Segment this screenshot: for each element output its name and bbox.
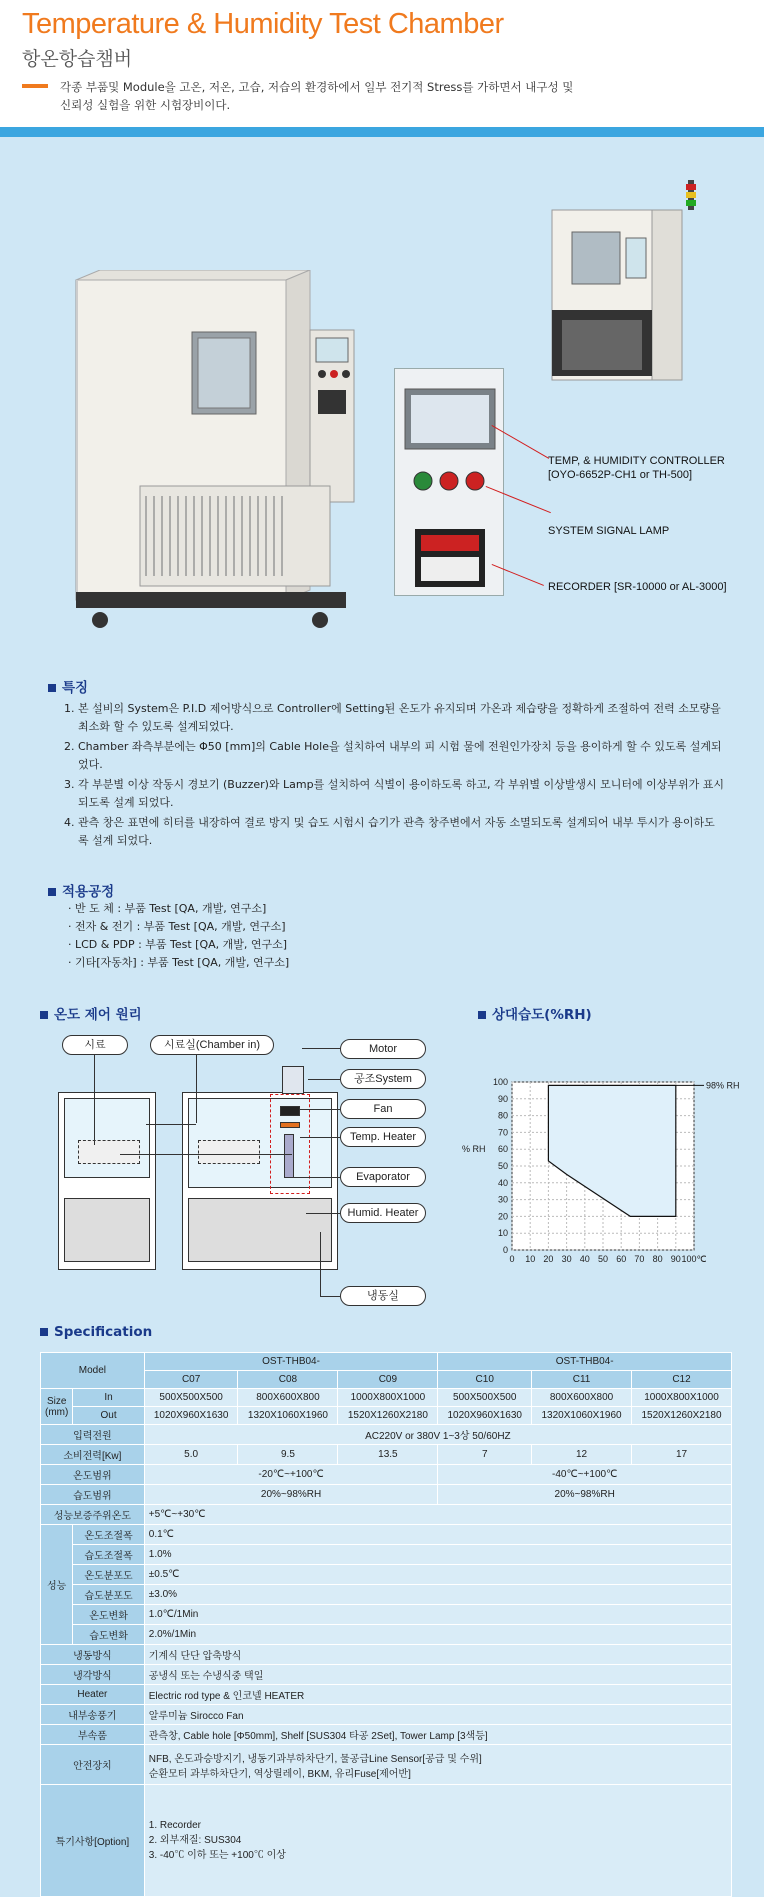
fan-block (280, 1106, 300, 1116)
table-row (41, 1545, 732, 1565)
chart-x-tick-label: 100℃ (681, 1254, 707, 1264)
chart-y-tick-label: 30 (497, 1194, 508, 1205)
bullet-square-icon (48, 888, 56, 896)
chart-x-tick-label: 30 (561, 1254, 572, 1264)
list-item: 2. Chamber 좌측부분에는 Φ50 [mm]의 Cable Hole을 설치하여 내부의 피 시험 물에 전원인가장치 등을 용이하게 할 수 있도록 설계되었다. (64, 740, 722, 771)
spec-row-label: 특기사항[Option] (41, 1785, 145, 1897)
bullet-square-icon (40, 1328, 48, 1336)
spec-cell: 500X500X500 (438, 1389, 532, 1407)
spec-cell: 1020X960X1630 (438, 1407, 532, 1425)
connector-line (300, 1137, 340, 1138)
spec-cell: 1. Recorder 2. 외부재질: SUS304 3. -40℃ 이하 또는 +100℃ 이상 (144, 1785, 731, 1897)
spec-cell: 12 (532, 1445, 632, 1465)
list-item: · LCD & PDP : 부품 Test [QA, 개발, 연구소] (68, 938, 288, 951)
chart-y-tick-label: 70 (497, 1127, 508, 1138)
evaporator-block (284, 1134, 294, 1178)
callout-signal-lamp: SYSTEM SIGNAL LAMP (548, 525, 670, 537)
spec-cell: 800X600X800 (532, 1389, 632, 1407)
spec-row-label: 부속품 (41, 1725, 145, 1745)
spec-row-label: 내부송풍기 (41, 1705, 145, 1725)
table-row (41, 1605, 732, 1625)
spec-cell: 1.0℃/1Min (144, 1605, 731, 1625)
spec-row-label: 온도변화 (73, 1605, 144, 1625)
spec-row-label: 습도분포도 (73, 1585, 144, 1605)
spec-cell: 1020X960X1630 (144, 1407, 238, 1425)
motor-box (282, 1066, 304, 1094)
spec-row-label: 입력전원 (41, 1425, 145, 1445)
table-row (41, 1565, 732, 1585)
spec-cell: ±0.5℃ (144, 1565, 731, 1585)
chart-y-tick-label: 20 (497, 1211, 508, 1222)
table-row (41, 1353, 732, 1371)
spec-row-label: 온도분포도 (73, 1565, 144, 1585)
controller-panel-illustration (394, 368, 504, 596)
features-title: 특징 (48, 676, 88, 696)
spec-cell: AC220V or 380V 1~3상 50/60HZ (144, 1425, 731, 1445)
chart-x-tick-label: 10 (525, 1254, 536, 1264)
spec-cell: 20%~98%RH (144, 1485, 438, 1505)
connector-line (308, 1079, 340, 1080)
chart-y-tick-label: 80 (497, 1110, 508, 1121)
spec-cell: 7 (438, 1445, 532, 1465)
callout-recorder: RECORDER [SR-10000 or AL-3000] (548, 581, 727, 593)
page-title: Temperature & Humidity Test Chamber (22, 8, 504, 40)
connector-line (300, 1109, 340, 1110)
spec-cell: 20%~98%RH (438, 1485, 732, 1505)
spec-cell: 800X600X800 (238, 1389, 338, 1407)
list-item: 3. 각 부분별 이상 작동시 경보기 (Buzzer)와 Lamp를 설치하여 식별이 용이하도록 하고, 각 부위별 이상발생시 모니터에 이상부위가 표시되도록 설계 되었다. (64, 778, 724, 809)
chart-x-tick-label: 0 (509, 1254, 515, 1264)
table-row (41, 1645, 732, 1665)
table-row (41, 1445, 732, 1465)
table-row (41, 1407, 732, 1425)
spec-model: C10 (438, 1371, 532, 1389)
callout-controller: TEMP, & HUMIDITY CONTROLLER [OYO-6652P-CH1 or TH-500] (548, 455, 725, 481)
chart-x-tick-label: 80 (652, 1254, 663, 1264)
spec-row-label: 냉각방식 (41, 1665, 145, 1685)
list-item: 1. 본 설비의 System은 P.I.D 제어방식으로 Controller에 Setting된 온도가 유지되며 가온과 제습량을 정확하게 조절하여 전력 소모량을 최소화 할 수 있도록 설계되었다. (64, 702, 721, 733)
spec-model: C08 (238, 1371, 338, 1389)
chart-y-tick-label: 10 (497, 1228, 508, 1239)
table-row (41, 1745, 732, 1785)
connector-line (120, 1154, 292, 1155)
chart-y-tick-label: 50 (497, 1161, 508, 1171)
process-title: 적용공정 (48, 880, 114, 900)
chart-annotation: 98% RH (706, 1080, 740, 1091)
spec-cell: 관측창, Cable hole [Φ50mm], Shelf [SUS304 타공 2Set], Tower Lamp [3색등] (144, 1725, 731, 1745)
chart-y-tick-label: 90 (497, 1093, 508, 1104)
connector-line (294, 1177, 340, 1178)
label-temp-heater: Temp. Heater (340, 1127, 426, 1147)
chart-x-tick-label: 20 (543, 1254, 554, 1264)
spec-model: C12 (632, 1371, 732, 1389)
chart-x-tick-label: 50 (597, 1254, 609, 1264)
table-row (41, 1625, 732, 1645)
main-lower-box (188, 1198, 332, 1262)
spec-table (40, 1352, 732, 1897)
spec-row-label: 습도조절폭 (73, 1545, 144, 1565)
sample-lower-box (64, 1198, 150, 1262)
table-row (41, 1465, 732, 1485)
spec-row-label: 온도범위 (41, 1465, 145, 1485)
label-evaporator: Evaporator (340, 1167, 426, 1187)
table-row (41, 1525, 732, 1545)
spec-row-label: 소비전력[Kw] (41, 1445, 145, 1465)
table-row (41, 1371, 732, 1389)
chart-x-tick-label: 40 (579, 1254, 590, 1264)
connector-line (196, 1055, 197, 1123)
spec-cell: 5.0 (144, 1445, 238, 1465)
list-item: · 기타[자동차] : 부품 Test [QA, 개발, 연구소] (68, 956, 290, 969)
page-description: 각종 부품및 Module을 고온, 저온, 고습, 저습의 환경하에서 일부 전기적 Stress를 가하면서 내구성 및 신뢰성 실험을 위한 시험장비이다. (60, 80, 574, 112)
label-air-system: 공조System (340, 1069, 426, 1089)
spec-cell: 1520X1260X2180 (632, 1407, 732, 1425)
spec-cell: 0.1℃ (144, 1525, 731, 1545)
connector-line (320, 1296, 340, 1297)
spec-cell: 2.0%/1Min (144, 1625, 731, 1645)
table-row (41, 1425, 732, 1445)
heater-block (280, 1122, 300, 1128)
spec-cell: 1000X800X1000 (632, 1389, 732, 1407)
spec-cell: +5℃~+30℃ (144, 1505, 731, 1525)
spec-cell: 알루미늄 Sirocco Fan (144, 1705, 731, 1725)
spec-cell: -40℃~+100℃ (438, 1465, 732, 1485)
spec-cell: -20℃~+100℃ (144, 1465, 438, 1485)
table-row (41, 1485, 732, 1505)
table-row (41, 1389, 732, 1407)
connector-line (306, 1213, 340, 1214)
page-header (0, 0, 764, 130)
table-row (41, 1665, 732, 1685)
main-sample-block (198, 1140, 260, 1164)
spec-row-label: 안전장치 (41, 1745, 145, 1785)
spec-model: C09 (338, 1371, 438, 1389)
label-humid-heater: Humid. Heater (340, 1203, 426, 1223)
spec-row-label: 성능보증주위온도 (41, 1505, 145, 1525)
spec-cell: 500X500X500 (144, 1389, 238, 1407)
spec-cell: 공냉식 또는 수냉식중 택일 (144, 1665, 731, 1685)
page-subtitle: 항온항습챔버 (22, 48, 133, 70)
spec-cell: 17 (632, 1445, 732, 1465)
chart-y-tick-label: 40 (497, 1177, 508, 1188)
label-sample: 시료 (62, 1035, 128, 1055)
chamber-small-illustration (542, 180, 702, 390)
connector-line (302, 1048, 340, 1049)
features-list (64, 700, 724, 852)
list-item: 4. 관측 창은 표면에 히터를 내장하여 결로 방지 및 습도 시험시 습기가 관측 창주변에서 자동 소멸되도록 설계되어 내부 투시가 용이하도록 설계 되었다. (64, 816, 715, 847)
spec-cell: 1.0% (144, 1545, 731, 1565)
spec-title: Specification (40, 1324, 152, 1340)
desc-accent-bar (22, 84, 48, 88)
spec-cell: 9.5 (238, 1445, 338, 1465)
header-divider (0, 127, 764, 137)
chart-y-tick-label: 60 (497, 1144, 508, 1155)
chart-x-tick-label: 90 (670, 1254, 681, 1264)
chart-y-axis-label: % RH (462, 1144, 486, 1155)
chamber-main-illustration (70, 270, 360, 650)
spec-size-label: Size (mm) (41, 1389, 73, 1425)
table-row (41, 1585, 732, 1605)
spec-row-label: 습도변화 (73, 1625, 144, 1645)
spec-in-label: In (73, 1389, 144, 1407)
spec-model: C11 (532, 1371, 632, 1389)
spec-cell: ±3.0% (144, 1585, 731, 1605)
chart-y-tick-label: 0 (502, 1245, 508, 1255)
spec-cell: NFB, 온도과승방지기, 냉동기과부하차단기, 물공급Line Sensor[공급 및 수위] 순환모터 과부하차단기, 역상릴레이, BKM, 유리Fuse[제어반] (144, 1745, 731, 1785)
spec-row-label: Heater (41, 1685, 145, 1705)
spec-group1: OST-THB04- (144, 1353, 438, 1371)
chart-y-tick-label: 100 (492, 1077, 508, 1087)
spec-cell: 기계식 단단 압축방식 (144, 1645, 731, 1665)
spec-model-label: Model (41, 1353, 145, 1389)
label-sample-room: 시료실(Chamber in) (150, 1035, 274, 1055)
label-motor: Motor (340, 1039, 426, 1059)
spec-row-label: 온도조절폭 (73, 1525, 144, 1545)
connector-line (94, 1055, 95, 1145)
spec-cell: 1320X1060X1960 (238, 1407, 338, 1425)
spec-cell: 13.5 (338, 1445, 438, 1465)
humidity-title: 상대습도(%RH) (478, 1003, 592, 1023)
humidity-chart (460, 1070, 756, 1270)
label-refrigeration: 냉동실 (340, 1286, 426, 1306)
spec-out-label: Out (73, 1407, 144, 1425)
sample-inner-box (64, 1098, 150, 1178)
chart-x-tick-label: 70 (634, 1254, 645, 1264)
spec-model: C07 (144, 1371, 238, 1389)
spec-cell: 1520X1260X2180 (338, 1407, 438, 1425)
table-row (41, 1705, 732, 1725)
spec-row-label: 냉동방식 (41, 1645, 145, 1665)
spec-group2: OST-THB04- (438, 1353, 732, 1371)
control-title: 온도 제어 원리 (40, 1003, 142, 1023)
connector-line (320, 1232, 321, 1296)
table-row (41, 1505, 732, 1525)
connector-line (146, 1124, 196, 1125)
bullet-square-icon (478, 1011, 486, 1019)
spec-row-label: 습도범위 (41, 1485, 145, 1505)
spec-perf-label: 성능 (41, 1525, 73, 1645)
table-row (41, 1785, 732, 1897)
spec-cell: Electric rod type & 인코넬 HEATER (144, 1685, 731, 1705)
table-row (41, 1725, 732, 1745)
list-item: · 전자 & 전기 : 부품 Test [QA, 개발, 연구소] (68, 920, 286, 933)
bullet-square-icon (48, 684, 56, 692)
label-fan: Fan (340, 1099, 426, 1119)
sample-block (78, 1140, 140, 1164)
process-list (68, 900, 289, 972)
chart-x-tick-label: 60 (616, 1254, 627, 1264)
controller-panel-svg (395, 369, 505, 597)
list-item: · 반 도 체 : 부품 Test [QA, 개발, 연구소] (68, 902, 267, 915)
spec-cell: 1320X1060X1960 (532, 1407, 632, 1425)
table-row (41, 1685, 732, 1705)
spec-cell: 1000X800X1000 (338, 1389, 438, 1407)
bullet-square-icon (40, 1011, 48, 1019)
